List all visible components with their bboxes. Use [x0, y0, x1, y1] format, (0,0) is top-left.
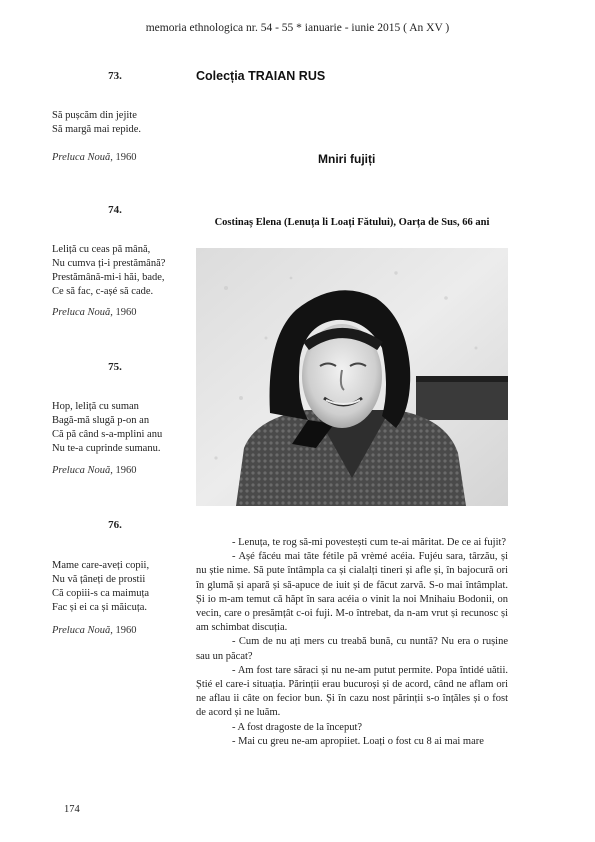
source-place: Preluca Nouă	[52, 625, 111, 636]
poem-source	[52, 152, 136, 163]
speaker-line: Costinaș Elena (Lenuța li Loați Fătului), Oarța de Sus, 66 ani	[214, 217, 490, 228]
collection-title: Colecția TRAIAN RUS	[196, 69, 326, 83]
portrait-photo	[196, 248, 508, 506]
story-title: Mniri fujiți	[318, 152, 376, 166]
interview-paragraph: - Lenuța, te rog să-mi povestești cum te-ai măritat. De ce ai fujit?	[232, 537, 507, 548]
source-place: Preluca Nouă	[52, 152, 111, 163]
poem-76	[52, 559, 149, 615]
source-place: Preluca Nouă	[52, 307, 111, 318]
interview-text	[196, 536, 508, 749]
poem-number: 76.	[108, 519, 122, 531]
poem-line: Nu vă țâneți de prostii	[52, 574, 146, 585]
poem-source	[52, 465, 136, 476]
poem-line: Să pușcăm din jejite	[52, 110, 137, 121]
poem-line: Că pă când s-a-mplini anu	[52, 429, 163, 440]
poem-source	[52, 625, 136, 636]
poem-line: Nu te-a cuprinde sumanu.	[52, 443, 161, 454]
poem-line: Nu cumva ți-i prestămână?	[52, 258, 166, 269]
interview-paragraph: - Așé făcéu mai tăte fétile pă vrèmé acéia. Fujéu sara, târzău, și nu știe nime. Să pute întâmpla ca și cialalți tineri și afle și, în bajocură ori în glumă și apară și să-apuce de iuit și de făcut zarvă. S-o mai întâmplat. Și io m-am temut că hăpt în sara acéia o vinit la noi Mnihaiu Bodonii, on vecin, care o presămțât c-oi fuji. M-o întrebat, da n-am vrut și recunosc și am schimbat discuția.	[196, 551, 508, 634]
source-year: , 1960	[110, 625, 137, 636]
poem-line: Leliță cu ceas pă mână,	[52, 244, 151, 255]
poem-source	[52, 307, 136, 318]
poem-line: Ce să fac, c-așé să cade.	[52, 286, 154, 297]
interview-paragraph: - A fost dragoste de la început?	[232, 721, 363, 733]
poem-73	[52, 109, 141, 137]
running-header: memoria ethnologica nr. 54 - 55 * ianuarie - iunie 2015 ( An XV )	[145, 22, 450, 34]
interview-paragraph: - Cum de nu ați mers cu treabă bună, cu nuntă? Nu era o rușine sau un păcat?	[196, 636, 508, 662]
poem-75	[52, 400, 162, 456]
poem-74	[52, 243, 165, 299]
source-year: , 1960	[110, 465, 137, 476]
poem-line: Că copiii-s ca maimuța	[52, 588, 150, 599]
poem-line: Fac și ei ca și măicuța.	[52, 602, 148, 613]
page-number: 174	[64, 804, 80, 815]
poem-line: Hop, leliță cu suman	[52, 401, 139, 412]
source-year: , 1960	[110, 307, 137, 318]
poem-number: 75.	[108, 361, 122, 373]
source-year: , 1960	[110, 152, 137, 163]
poem-line: Să margă mai repide.	[52, 124, 142, 135]
interview-paragraph: - Am fost tare săraci și nu ne-am putut permite. Popa întidé uătii. Știé el care-i situația. Părinții erau bucuroși și de acord, când ne aflam ori ne aflau ii câte on fecior bun. Și în cazu nost părinții s-o înțăles și o fost de acord și ne luăm.	[196, 664, 508, 719]
source-place: Preluca Nouă	[52, 465, 111, 476]
interview-paragraph: - Mai cu greu ne-am apropiiet. Loați o fost cu 8 ai mai mare	[232, 735, 484, 747]
poem-line: Prestămână-mi-i hăi, bade,	[52, 272, 165, 283]
poem-line: Bagă-mă slugă p-on an	[52, 415, 150, 426]
poem-number: 73.	[108, 70, 122, 82]
poem-number: 74.	[108, 204, 122, 216]
poem-line: Mame care-aveți copii,	[52, 560, 150, 571]
